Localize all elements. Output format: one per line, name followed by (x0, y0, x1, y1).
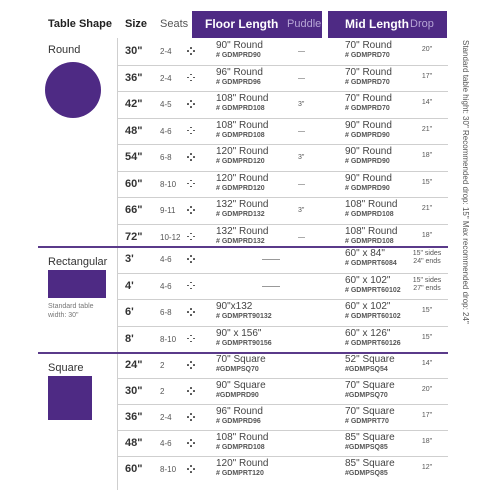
row-divider (118, 144, 448, 145)
row-puddle: — (298, 233, 305, 241)
floor-length-name: 108" Round (216, 119, 269, 131)
floor-length-sku: #GDMPRD90 (216, 392, 259, 399)
row-size: 48" (125, 124, 143, 137)
mid-length-sku: # GDMPRD70 (345, 52, 390, 59)
floor-length-name: 132" Round (216, 199, 269, 210)
mid-length-sku: #GDMPSQ70 (345, 392, 388, 399)
row-drop: 15" (421, 178, 433, 186)
row-seats: 2 (160, 387, 165, 396)
row-divider (118, 430, 448, 431)
table-dots-icon (187, 308, 195, 316)
table-dots-icon (187, 387, 195, 395)
mid-length-name: 85" Square (345, 432, 395, 443)
floor-length-name: 132" Round (216, 225, 269, 237)
row-drop: 12" (421, 464, 433, 471)
row-drop: 14" (421, 360, 433, 367)
table-dots-icon (187, 413, 195, 421)
row-drop: 18" (421, 152, 433, 159)
mid-length-name: 70" Square (345, 406, 395, 417)
row-puddle: — (298, 48, 305, 55)
floor-length-sku: # GDMPRD120 (216, 158, 265, 165)
floor-length-sku: # GDMPRD96 (216, 418, 261, 425)
row-size: 30" (125, 45, 143, 57)
row-divider (118, 299, 448, 300)
mid-length-sku: # GDMPRD90 (345, 158, 390, 165)
header-table-shape: Table Shape (48, 18, 112, 30)
rectangular-table-shape (48, 270, 106, 298)
mid-length-sku: # GDMPRT60126 (345, 339, 401, 347)
mid-length-name: 90" Round (345, 119, 392, 131)
row-puddle: 3" (298, 154, 305, 161)
section-square-label: Square (48, 362, 84, 374)
row-divider (118, 118, 448, 119)
row-drop: 18" (421, 231, 433, 239)
side-note: Standard table hight: 30" Recommended drop: 15" Max recommended drop: 24" (461, 40, 470, 324)
mid-length-sku: # GDMPRD70 (345, 78, 390, 86)
mid-length-name: 70" Square (345, 380, 395, 391)
floor-length-sku: # GDMPRD90 (216, 52, 261, 59)
floor-length-sku: # GDMPRD108 (216, 444, 265, 451)
row-seats: 4-6 (160, 126, 172, 136)
row-seats: 4-6 (160, 255, 172, 264)
mid-length-name: 60" x 84" (345, 248, 385, 259)
row-puddle: 3" (298, 101, 305, 108)
row-seats: 4-6 (160, 439, 172, 448)
floor-length-sku: # GDMPRD132 (216, 211, 265, 218)
row-size: 54" (125, 151, 143, 163)
floor-length-name: 90" Square (216, 380, 266, 391)
row-size: 4' (125, 279, 134, 292)
floor-length-name: 90" Round (216, 40, 263, 51)
mid-length-name: 60" x 102" (345, 301, 391, 312)
floor-length-sku: # GDMPRT90156 (216, 339, 272, 347)
table-dots-icon (187, 206, 195, 214)
mid-length-sku: #GDMPSQ54 (345, 366, 388, 373)
row-size: 3' (125, 253, 134, 265)
mid-length-sku: # GDMPRT6084 (345, 260, 397, 267)
row-divider (118, 224, 448, 225)
row-drop: 18" (421, 438, 433, 445)
floor-length-name: 120" Round (216, 146, 269, 157)
row-seats: 2-4 (160, 73, 172, 83)
mid-length-sku: #GDMPSQ85 (345, 470, 388, 477)
row-divider (118, 65, 448, 66)
no-floor-option (262, 286, 280, 287)
mid-length-name: 108" Round (345, 199, 398, 210)
row-size: 60" (125, 177, 143, 190)
row-size: 6' (125, 306, 134, 318)
row-puddle: — (298, 74, 305, 82)
mid-length-sku: # GDMPRD108 (345, 237, 394, 245)
row-drop: 20" (421, 386, 433, 393)
table-dots-icon (187, 335, 195, 343)
floor-length-sku: # GDMPRD108 (216, 131, 265, 139)
mid-length-name: 60" x 126" (345, 327, 391, 339)
row-size: 36" (125, 411, 143, 423)
table-dots-icon (187, 74, 195, 82)
row-divider (118, 378, 448, 379)
mid-length-sku: # GDMPRD108 (345, 211, 394, 218)
row-size: 8' (125, 332, 134, 345)
table-dots-icon (187, 439, 195, 447)
mid-length-sku: # GDMPRT70 (345, 418, 389, 425)
mid-length-sku: # GDMPRT60102 (345, 286, 401, 294)
row-size: 48" (125, 437, 143, 449)
row-seats: 6-8 (160, 153, 172, 162)
column-divider (117, 38, 118, 490)
row-drop: 21" (421, 205, 433, 212)
mid-length-sku: # GDMPRD90 (345, 131, 390, 139)
header-mid-length: Mid Length (345, 17, 409, 31)
row-divider (118, 404, 448, 405)
header-floor-length: Floor Length (205, 17, 279, 31)
floor-length-name: 96" Round (216, 406, 263, 417)
header-divider (322, 11, 328, 38)
row-seats: 9-11 (160, 206, 176, 215)
mid-length-name: 52" Square (345, 354, 395, 365)
row-drop: 15" (421, 307, 433, 314)
floor-length-name: 96" Round (216, 66, 263, 78)
mid-length-sku: #GDMPSQ85 (345, 444, 388, 451)
floor-length-sku: # GDMPRD96 (216, 78, 261, 86)
floor-length-name: 70" Square (216, 354, 266, 365)
row-seats: 8-10 (160, 179, 177, 189)
floor-length-name: 120" Round (216, 172, 269, 184)
row-size: 24" (125, 359, 143, 371)
table-dots-icon (187, 180, 195, 188)
mid-length-name: 70" Round (345, 40, 392, 51)
row-seats: 2 (160, 361, 165, 370)
floor-length-sku: # GDMPRT120 (216, 470, 264, 477)
row-size: 42" (125, 98, 143, 110)
floor-length-sku: #GDMPSQ70 (216, 366, 259, 373)
header-seats: Seats (160, 18, 189, 30)
row-drop: 17" (421, 72, 433, 80)
row-puddle: — (298, 127, 305, 135)
table-dots-icon (187, 282, 195, 290)
floor-length-name: 90" x 156" (216, 327, 262, 339)
row-divider (118, 456, 448, 457)
floor-length-sku: # GDMPRD132 (216, 237, 265, 245)
mid-length-name: 90" Round (345, 146, 392, 157)
row-size: 36" (125, 71, 143, 84)
row-drop: 20" (421, 46, 433, 53)
row-seats: 4-5 (160, 100, 172, 109)
table-dots-icon (187, 47, 195, 55)
row-size: 72" (125, 230, 143, 243)
floor-length-name: 108" Round (216, 93, 269, 104)
floor-length-name: 108" Round (216, 432, 269, 443)
row-drop: 15" sides 27" ends (412, 276, 442, 292)
mid-length-name: 70" Round (345, 93, 392, 104)
row-seats: 6-8 (160, 308, 172, 317)
table-dots-icon (187, 233, 195, 241)
table-dots-icon (187, 255, 195, 263)
row-divider (118, 197, 448, 198)
row-seats: 8-10 (160, 334, 177, 344)
row-size: 66" (125, 204, 143, 216)
mid-length-name: 70" Round (345, 66, 392, 78)
row-drop: 21" (421, 125, 433, 133)
mid-length-name: 60" x 102" (345, 274, 391, 286)
square-table-shape (48, 376, 92, 420)
row-seats: 8-10 (160, 465, 177, 474)
no-floor-option (262, 259, 280, 260)
row-size: 30" (125, 385, 143, 397)
mid-length-sku: # GDMPRD90 (345, 184, 390, 192)
table-dots-icon (187, 127, 195, 135)
floor-length-name: 120" Round (216, 458, 269, 469)
row-drop: 15" sides 24" ends (412, 250, 442, 265)
table-dots-icon (187, 153, 195, 161)
row-seats: 2-4 (160, 413, 172, 422)
section-round-label: Round (48, 44, 81, 56)
header-puddle: Puddle (287, 18, 322, 30)
row-divider (118, 273, 448, 274)
floor-length-sku: # GDMPRD108 (216, 105, 265, 112)
floor-length-sku: # GDMPRT90132 (216, 313, 272, 320)
mid-length-sku: # GDMPRT60102 (345, 313, 401, 320)
section-divider (38, 246, 448, 248)
header-size: Size (125, 18, 148, 30)
mid-length-name: 85" Square (345, 458, 395, 469)
floor-length-name: 90"x132 (216, 301, 253, 312)
row-size: 60" (125, 463, 143, 475)
header-drop: Drop (410, 18, 434, 30)
row-divider (118, 171, 448, 172)
floor-length-sku: # GDMPRD120 (216, 184, 265, 192)
round-table-shape (45, 62, 101, 118)
row-puddle: 3" (298, 207, 305, 214)
mid-length-sku: # GDMPRD70 (345, 105, 390, 112)
row-drop: 15" (421, 333, 433, 341)
row-seats: 4-6 (160, 281, 172, 291)
row-drop: 17" (421, 412, 433, 419)
row-seats: 10-12 (160, 232, 181, 242)
table-dots-icon (187, 361, 195, 369)
row-seats: 2-4 (160, 47, 172, 56)
table-dots-icon (187, 100, 195, 108)
table-dots-icon (187, 465, 195, 473)
row-puddle: — (298, 180, 305, 188)
mid-length-name: 90" Round (345, 172, 392, 184)
row-divider (118, 91, 448, 92)
rectangular-note: Standard table width: 30" (48, 303, 94, 319)
section-rectangular-label: Rectangular (48, 256, 108, 268)
row-divider (118, 326, 448, 327)
row-drop: 14" (421, 99, 433, 106)
mid-length-name: 108" Round (345, 225, 398, 237)
